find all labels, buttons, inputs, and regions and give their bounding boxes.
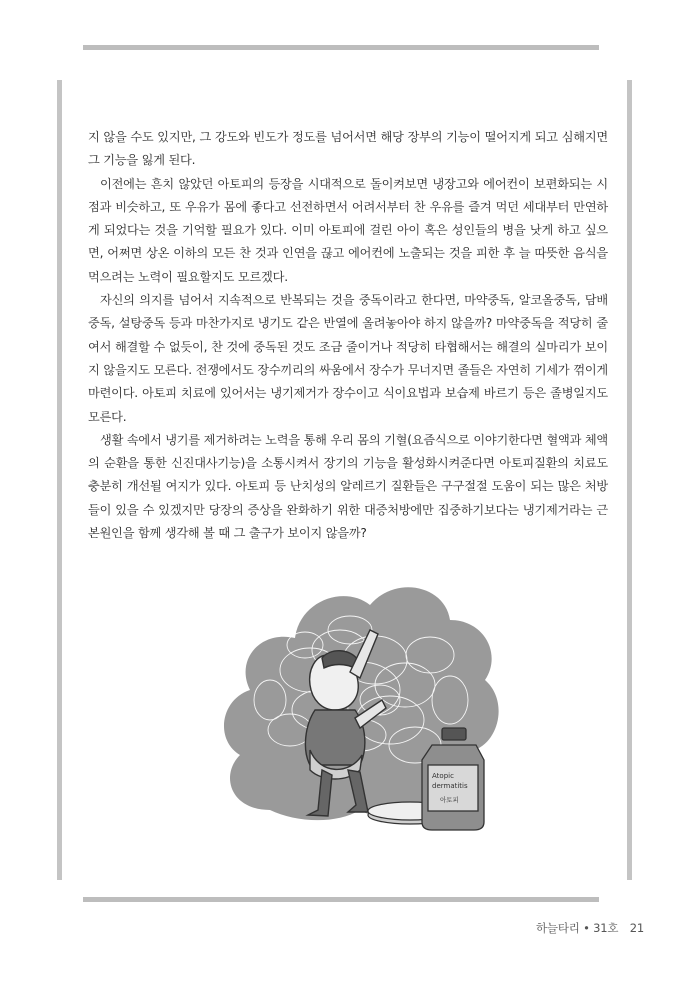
top-rule: [83, 45, 599, 50]
paragraph-2: 이전에는 흔치 않았던 아토피의 등장을 시대적으로 돌이켜보면 냉장고와 에어컨이 보편화되는 시점과 비슷하고, 또 우유가 몸에 좋다고 선전하면서 어려서부터 찬 우유를 즐겨 먹던 세대부터 만연하게 되었다는 것을 기억할 필요가 있다. 이미 아토피에 걸린 아이 혹은 성인들의 병을 낫게 하고 싶으면, 어쩌면 상온 이하의 모든 찬 것과 인연을 끊고 에어컨에 노출되는 것을 피한 후 늘 따뜻한 음식을 먹으려는 노력이 필요할지도 모르겠다.: [88, 176, 608, 284]
left-margin-bar: [57, 80, 62, 880]
atopy-illustration: [210, 560, 510, 840]
bottle-label-line1: Atopic: [432, 772, 454, 780]
page-footer: [536, 920, 644, 936]
paragraph-1: 지 않을 수도 있지만, 그 강도와 빈도가 정도를 넘어서면 해당 장부의 기능이 떨어지게 되고 심해지면 그 기능을 잃게 된다.: [88, 130, 608, 168]
page-number: 21: [629, 921, 644, 935]
article-body: [88, 126, 608, 545]
bottle-label-line3: 아토피: [440, 796, 459, 804]
bottle-label-line2: dermatitis: [432, 782, 468, 790]
bottom-rule: [83, 897, 599, 902]
paragraph-3: 자신의 의지를 넘어서 지속적으로 반복되는 것을 중독이라고 한다면, 마약중독, 알코올중독, 담배중독, 설탕중독 등과 마찬가지로 냉기도 같은 반열에 올려놓아야 하지 않을까? 마약중독을 적당히 줄여서 해결할 수 없듯이, 찬 것에 중독된 것도 조금 줄이거나 적당히 타협해서는 해결의 실마리가 보이지 않을지도 모른다. 전쟁에서도 장수끼리의 싸움에서 장수가 무너지면 졸들은 자연히 기세가 꺾이게 마련이다. 아토피 치료에 있어서는 냉기제거가 장수이고 식이요법과 보습제 바르기 등은 졸병일지도 모른다.: [88, 293, 608, 424]
paragraph-4: 생활 속에서 냉기를 제거하려는 노력을 통해 우리 몸의 기혈(요즘식으로 이야기한다면 혈액과 체액의 순환을 통한 신진대사기능)을 소통시켜서 장기의 기능을 활성화시켜준다면 아토피질환의 치료도 충분히 개선될 여지가 있다. 아토피 등 난치성의 알레르기 질환들은 구구절절 도움이 되는 많은 처방들이 있을 수 있겠지만 당장의 증상을 완화하기 위한 대증처방에만 집중하기보다는 냉기제거라는 근본원인을 함께 생각해 볼 때 그 출구가 보이지 않을까?: [88, 432, 608, 541]
right-margin-bar: [627, 80, 632, 880]
publication-name: 하늘타리 • 31호: [536, 921, 619, 935]
